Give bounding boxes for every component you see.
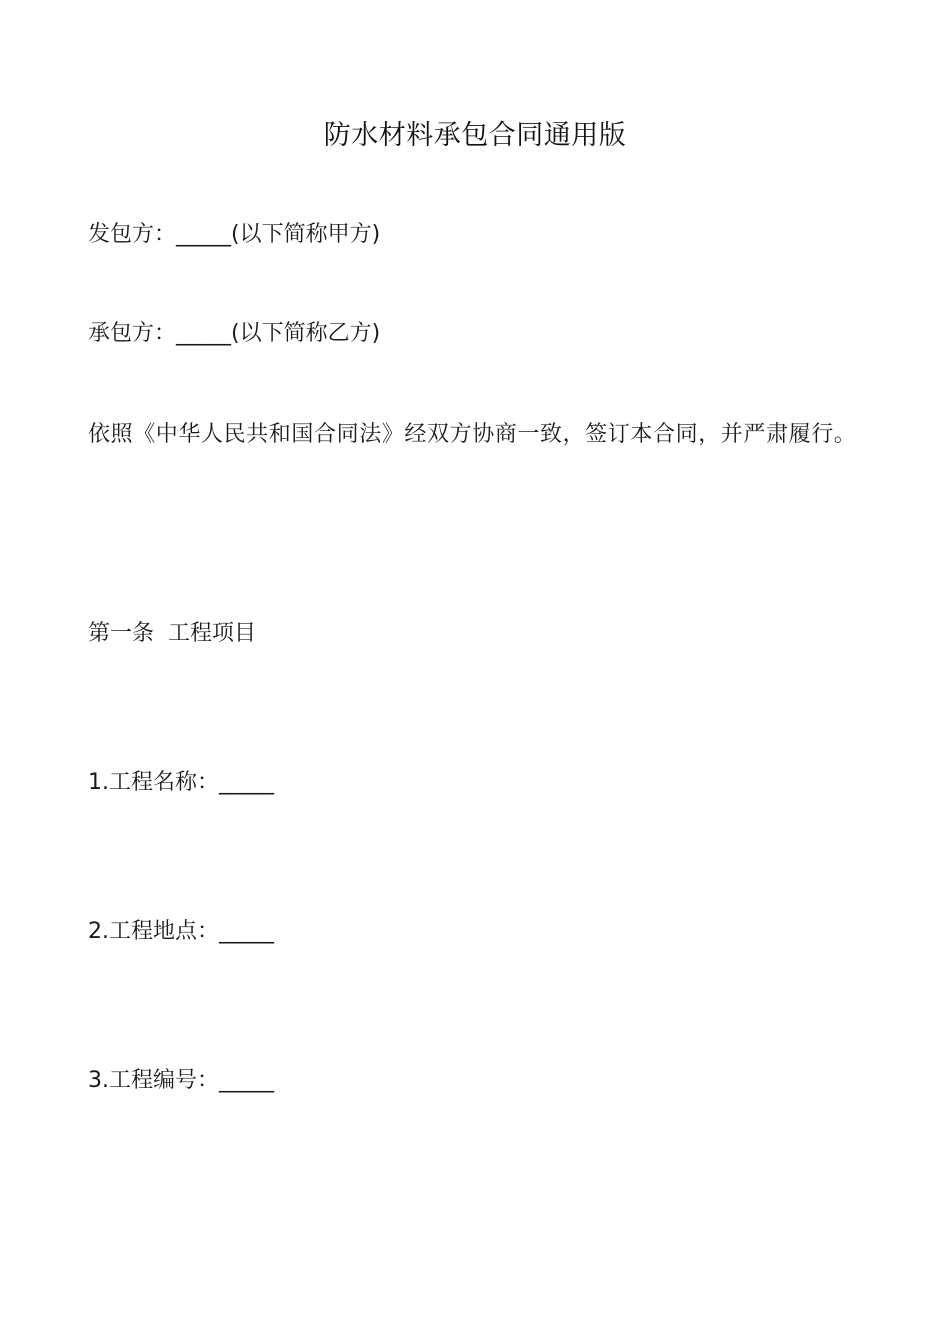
intro-paragraph: 依照《中华人民共和国合同法》经双方协商一致，签订本合同，并严肃履行。 (88, 422, 857, 447)
article-1-heading: 第一条 工程项目 (88, 621, 256, 646)
item-project-location: 2.工程地点：_____ (88, 919, 274, 944)
document-title: 防水材料承包合同通用版 (323, 120, 627, 151)
contractor-line: 承包方：_____(以下简称乙方) (88, 321, 381, 346)
item-project-number: 3.工程编号：_____ (88, 1068, 274, 1093)
item-project-name: 1.工程名称：_____ (88, 770, 274, 795)
employer-line: 发包方：_____(以下简称甲方) (88, 222, 381, 247)
